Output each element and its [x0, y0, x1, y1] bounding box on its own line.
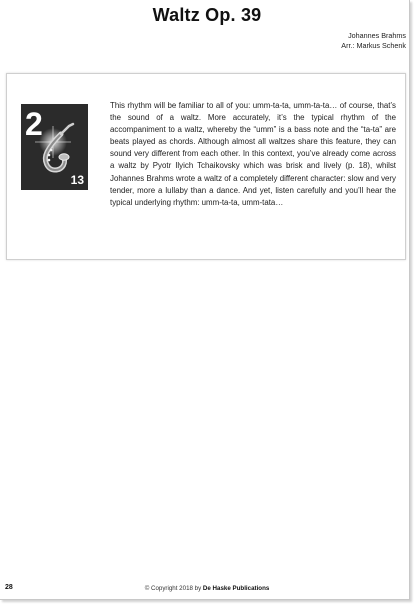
intro-text-box: [6, 73, 406, 260]
page-title: Waltz Op. 39: [152, 5, 262, 25]
audio-track-badge: [21, 104, 88, 190]
intro-paragraph: This rhythm will be familiar to all of you: umm-ta-ta, umm-ta-ta… of course, that’s the sound of a waltz. More accurately, it’s the typical rhythm of the accompaniment to a waltz, whereby the “umm” is a bass note and the “ta-ta” are beats played as chords. Although almost all waltzes share this feature, they can sound very different from each other. In this context, you’ve already come across a waltz by Pyotr Ilyich Tchaikovsky which was brisk and lively (p. 18), whilst Johannes Brahms wrote a waltz of a completely different character: slow and very tender, more a lullaby than a dance. And yet, listen carefully and you’ll hear the typical underlying rhythm: umm-ta-ta, umm-tata…: [110, 101, 396, 207]
credits: [341, 31, 406, 50]
cd-number: 2: [25, 106, 43, 142]
copyright-notice: [0, 585, 414, 592]
page-footer: [0, 584, 414, 596]
composer-name: Johannes Brahms: [348, 31, 406, 40]
page-number: 28: [5, 584, 13, 591]
copyright-text: © Copyright 2018 by: [144, 585, 203, 592]
arranger-name: Arr.: Markus Schenk: [341, 40, 406, 50]
track-number: 13: [70, 173, 84, 187]
publisher-name: De Haske Publications: [202, 585, 270, 592]
